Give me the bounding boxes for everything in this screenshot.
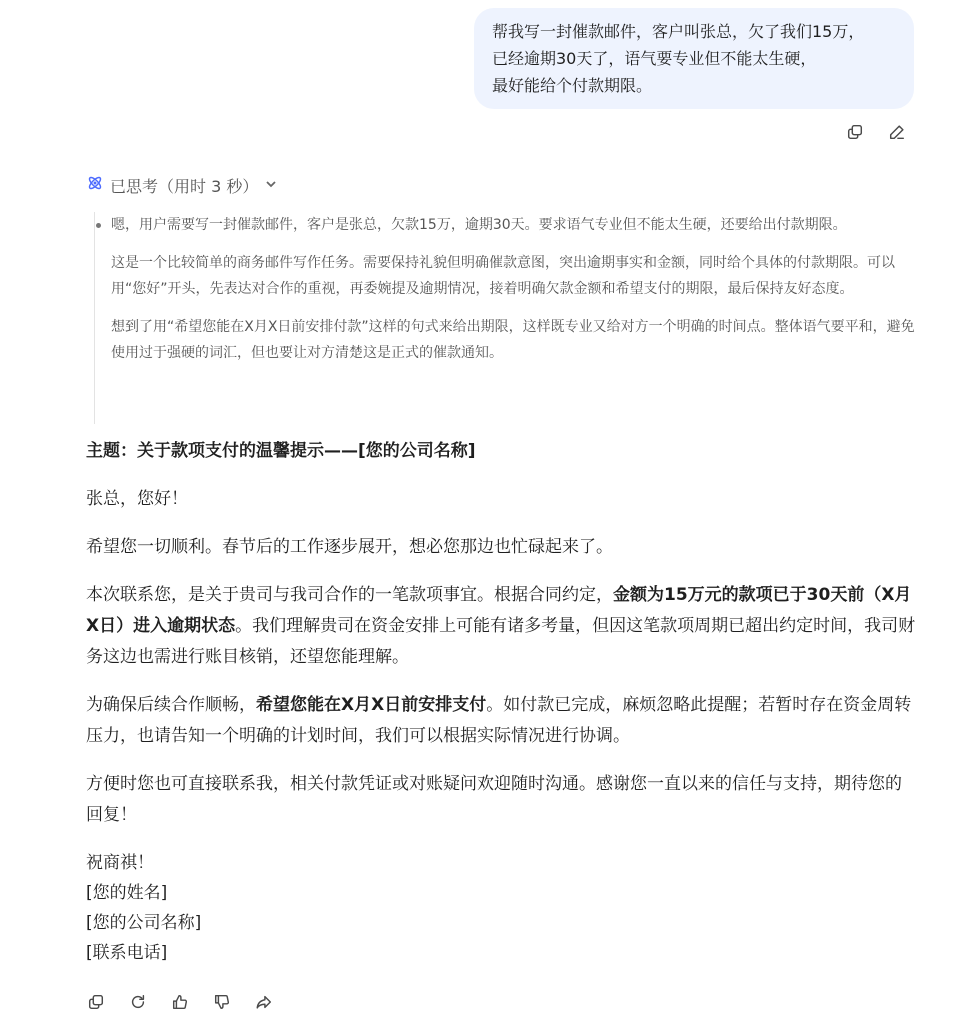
copy-icon[interactable] bbox=[86, 992, 106, 1012]
thumbs-up-icon[interactable] bbox=[170, 992, 190, 1012]
email-text: 。我们理解贵司在资金安排上可能有诸多考量，但因这笔款项周期已超出约定时间，我司财务这边也需进行账目核销，还望您能理解。 bbox=[86, 616, 916, 667]
deep-think-icon bbox=[86, 174, 104, 196]
edit-icon[interactable] bbox=[887, 122, 907, 142]
email-paragraph-2 bbox=[86, 580, 918, 673]
thinking-paragraph: 想到了用“希望您能在X月X日前安排付款”这样的句式来给出期限，这样既专业又给对方一个明确的时间点。整体语气要平和，避免使用过于强硬的词汇，但也要让对方清楚这是正式的催款通知。 bbox=[111, 319, 915, 361]
email-signature-company: [您的公司名称] bbox=[86, 913, 202, 933]
email-paragraph-4: 方便时您也可直接联系我，相关付款凭证或对账疑问欢迎随时沟通。感谢您一直以来的信任与支持，期待您的回复！ bbox=[86, 774, 902, 825]
answer-actions bbox=[86, 992, 274, 1012]
user-message-line: 最好能给个付款期限。 bbox=[492, 76, 653, 95]
email-signature-name: [您的姓名] bbox=[86, 883, 168, 903]
email-text: 为确保后续合作顺畅， bbox=[86, 695, 256, 715]
email-text: 。如付款已完成，麻烦忽略此提醒；若暂时存在资金周转压力，也请告知一个明确的计划时间，我们可以根据实际情况进行协调。 bbox=[86, 695, 912, 746]
email-closing: 祝商祺！ bbox=[86, 853, 154, 873]
email-text: 本次联系您，是关于贵司与我司合作的一笔款项事宜。根据合同约定， bbox=[86, 585, 613, 605]
email-bold-text: 金额为15万元的款项已于30天前（X月X日）进入逾期状态 bbox=[86, 585, 912, 636]
email-paragraph-3 bbox=[86, 690, 918, 752]
email-signature-phone: [联系电话] bbox=[86, 943, 168, 963]
email-subject: 主题：关于款项支付的温馨提示——[您的公司名称] bbox=[86, 441, 476, 461]
user-message-actions bbox=[845, 122, 907, 142]
assistant-answer bbox=[86, 436, 918, 968]
regenerate-icon[interactable] bbox=[128, 992, 148, 1012]
user-message-line: 已经逾期30天了，语气要专业但不能太生硬， bbox=[492, 49, 817, 68]
chevron-down-icon bbox=[264, 176, 278, 195]
email-greeting: 张总，您好！ bbox=[86, 489, 188, 509]
thinking-toggle[interactable] bbox=[86, 172, 278, 198]
email-bold-text: 希望您能在X月X日前安排支付 bbox=[256, 695, 487, 715]
thinking-paragraph: 嗯，用户需要写一封催款邮件，客户是张总，欠款15万，逾期30天。要求语气专业但不能太生硬，还要给出付款期限。 bbox=[111, 212, 916, 238]
user-message-bubble bbox=[474, 8, 914, 109]
thumbs-down-icon[interactable] bbox=[212, 992, 232, 1012]
thinking-label: 已思考（用时 3 秒） bbox=[110, 176, 259, 196]
thinking-paragraph: 这是一个比较简单的商务邮件写作任务。需要保持礼貌但明确催款意图，突出逾期事实和金额，同时给个具体的付款期限。可以用“您好”开头，先表达对合作的重视，再委婉提及逾期情况，接着明确欠款金额和希望支付的期限，最后保持友好态度。 bbox=[111, 255, 895, 297]
user-message-line: 帮我写一封催款邮件，客户叫张总，欠了我们15万， bbox=[492, 22, 865, 41]
share-icon[interactable] bbox=[254, 992, 274, 1012]
thinking-content bbox=[94, 212, 916, 424]
email-paragraph-1: 希望您一切顺利。春节后的工作逐步展开，想必您那边也忙碌起来了。 bbox=[86, 537, 613, 557]
copy-icon[interactable] bbox=[845, 122, 865, 142]
